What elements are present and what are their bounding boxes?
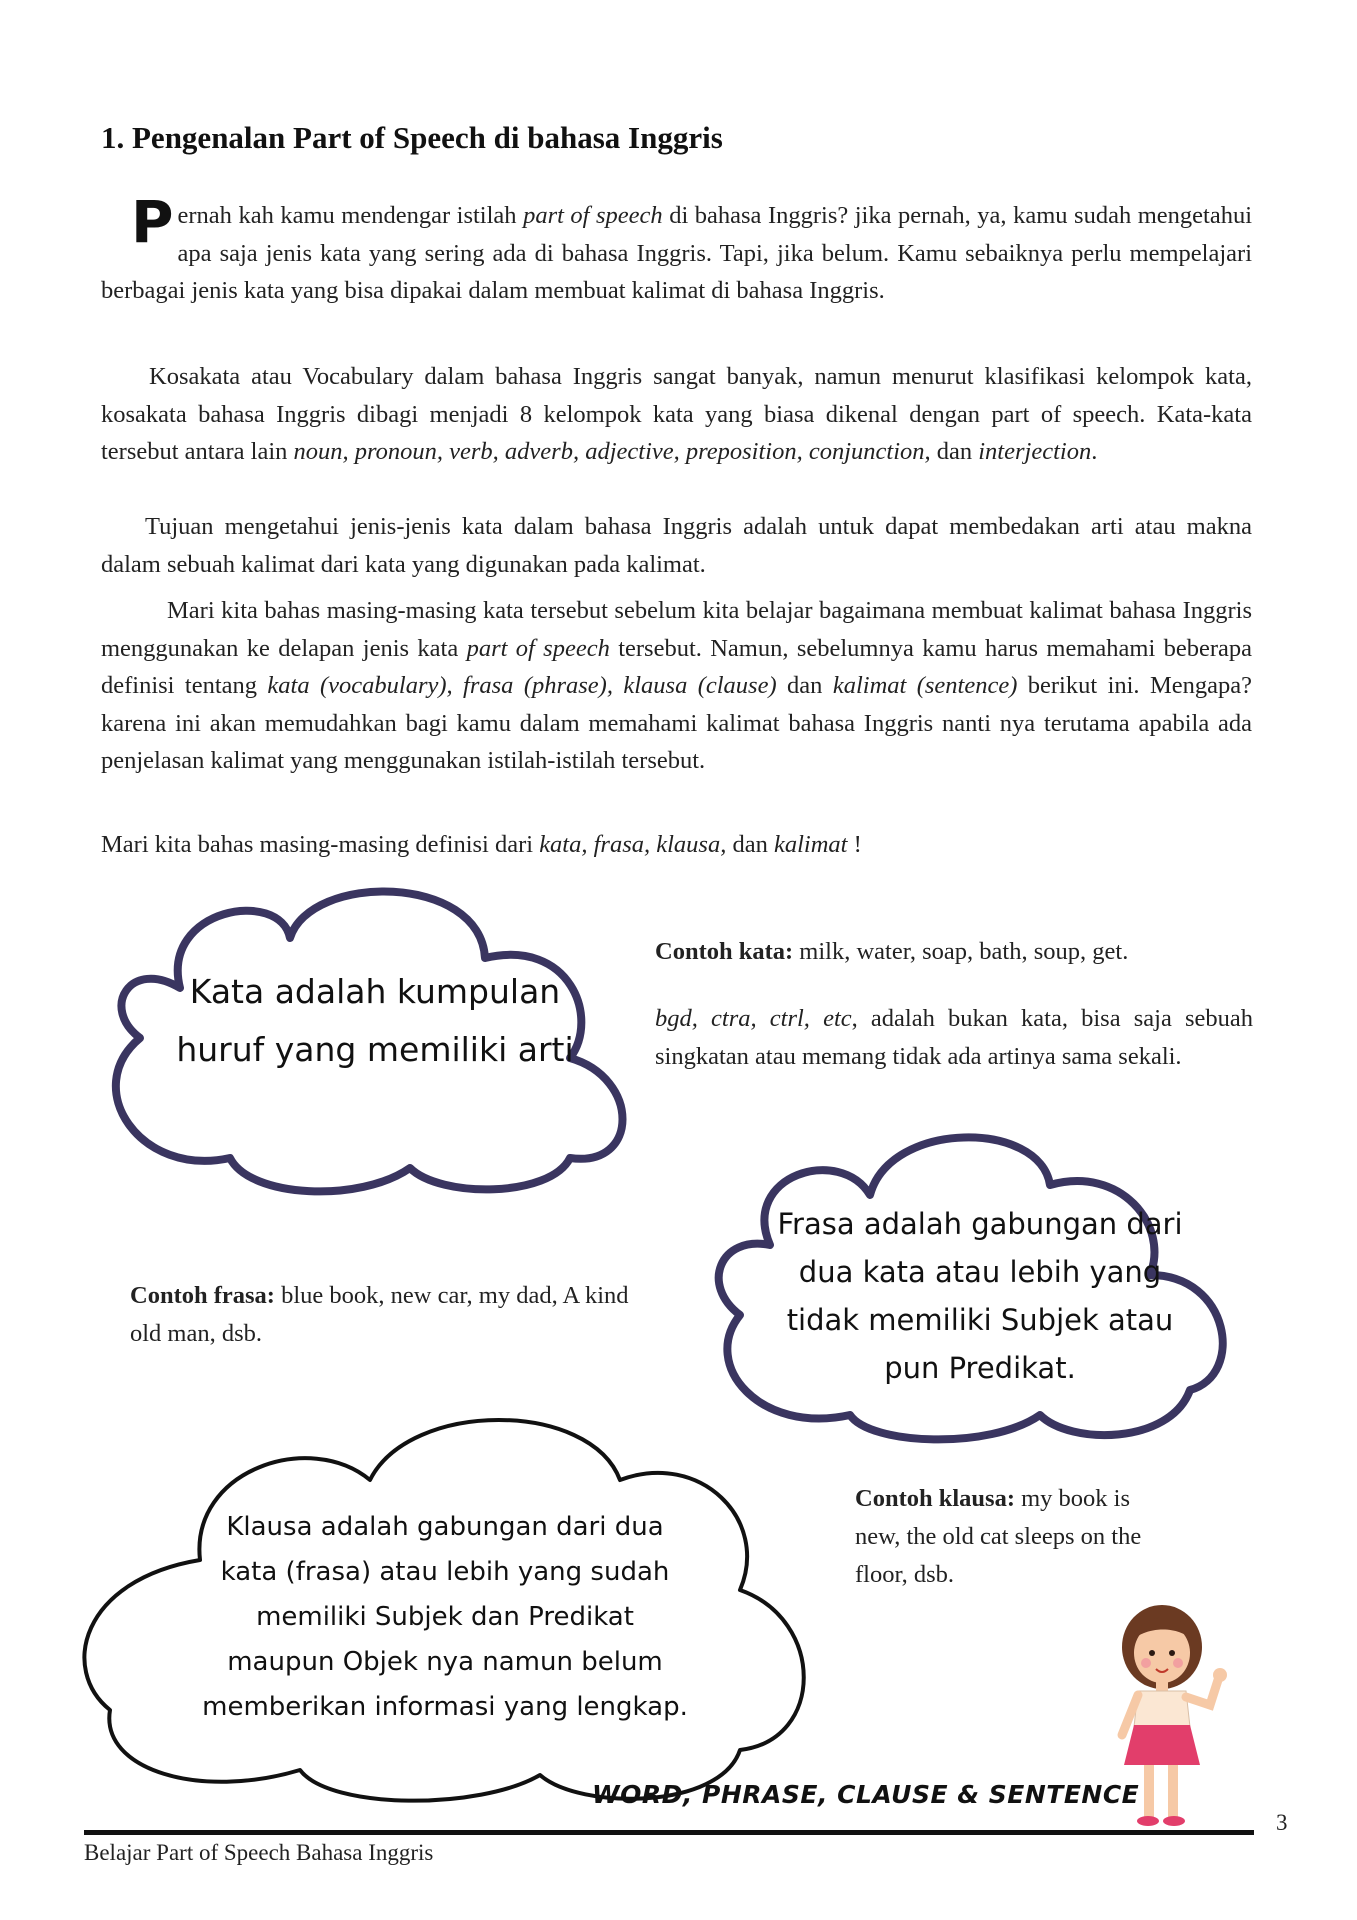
paragraph-vocabulary: Kosakata atau Vocabulary dalam bahasa Inggris sangat banyak, namun menurut klasifikasi kelompok kata, kosakata bahasa Inggris dibagi menjadi 8 kelompok kata yang biasa dikenal dengan part of speech. Kata-kata tersebut antara lain noun, pronoun, verb, adverb, adjective, preposition, conjunction, dan interjection. [101,363,1252,465]
page-number: 3 [1276,1810,1288,1835]
footer-rule [84,1830,1254,1835]
contoh-klausa: Contoh klausa: my book is new, the old cat sleeps on the floor, dsb. [855,1485,1142,1588]
bukan-kata-note: bgd, ctra, ctrl, etc, adalah bukan kata, bisa saja sebuah singkatan atau memang tidak ada artinya sama sekali. [655,1005,1254,1070]
drop-cap: P [131,188,174,256]
cloud-klausa-text: Klausa adalah gabungan dari dua kata (frasa) atau lebih yang sudah memiliki Subjek dan Predikat maupun Objek nya namun belum memberikan informasi yang lengkap. [202,1512,688,1722]
footer-title: Belajar Part of Speech Bahasa Inggris [84,1840,434,1865]
paragraph-definisi: Mari kita bahas masing-masing definisi dari kata, frasa, klausa, dan kalimat ! [101,831,862,858]
section-heading: 1. Pengenalan Part of Speech di bahasa Inggris [101,120,723,155]
topic-banner: WORD, PHRASE, CLAUSE & SENTENCE [592,1780,1140,1809]
contoh-frasa: Contoh frasa: blue book, new car, my dad, A kind old man, dsb. [130,1282,629,1347]
cloud-kata-text: Kata adalah kumpulan huruf yang memiliki arti [176,972,574,1069]
paragraph-tujuan: Tujuan mengetahui jenis-jenis kata dalam bahasa Inggris adalah untuk dapat membedakan arti atau makna dalam sebuah kalimat dari kata yang digunakan pada kalimat. [101,513,1252,578]
paragraph-mari: Mari kita bahas masing-masing kata tersebut sebelum kita belajar bagaimana membuat kalimat bahasa Inggris menggunakan ke delapan jenis kata part of speech tersebut. Namun, sebelumnya kamu harus memahami beberapa definisi tentang kata (vocabulary), frasa (phrase), klausa (clause) dan kalimat (sentence) berikut ini. Mengapa? karena ini akan memudahkan bagi kamu dalam memahami kalimat bahasa Inggris nanti nya terutama apabila ada penjelasan kalimat yang menggunakan istilah-istilah tersebut. [101,597,1253,774]
cloud-frasa-text: Frasa adalah gabungan dari dua kata atau lebih yang tidak memiliki Subjek atau pun Predikat. [777,1207,1183,1385]
contoh-kata: Contoh kata: milk, water, soap, bath, soup, get. [655,938,1129,965]
intro-paragraph: Pernah kah kamu mendengar istilah part of speech di bahasa Inggris? jika pernah, ya, kamu sudah mengetahui apa saja jenis kata yang sering ada di bahasa Inggris. Tapi, jika belum. Kamu sebaiknya perlu mempelajari berbagai jenis kata yang bisa dipakai dalam membuat kalimat di bahasa Inggris. [101,188,1253,304]
